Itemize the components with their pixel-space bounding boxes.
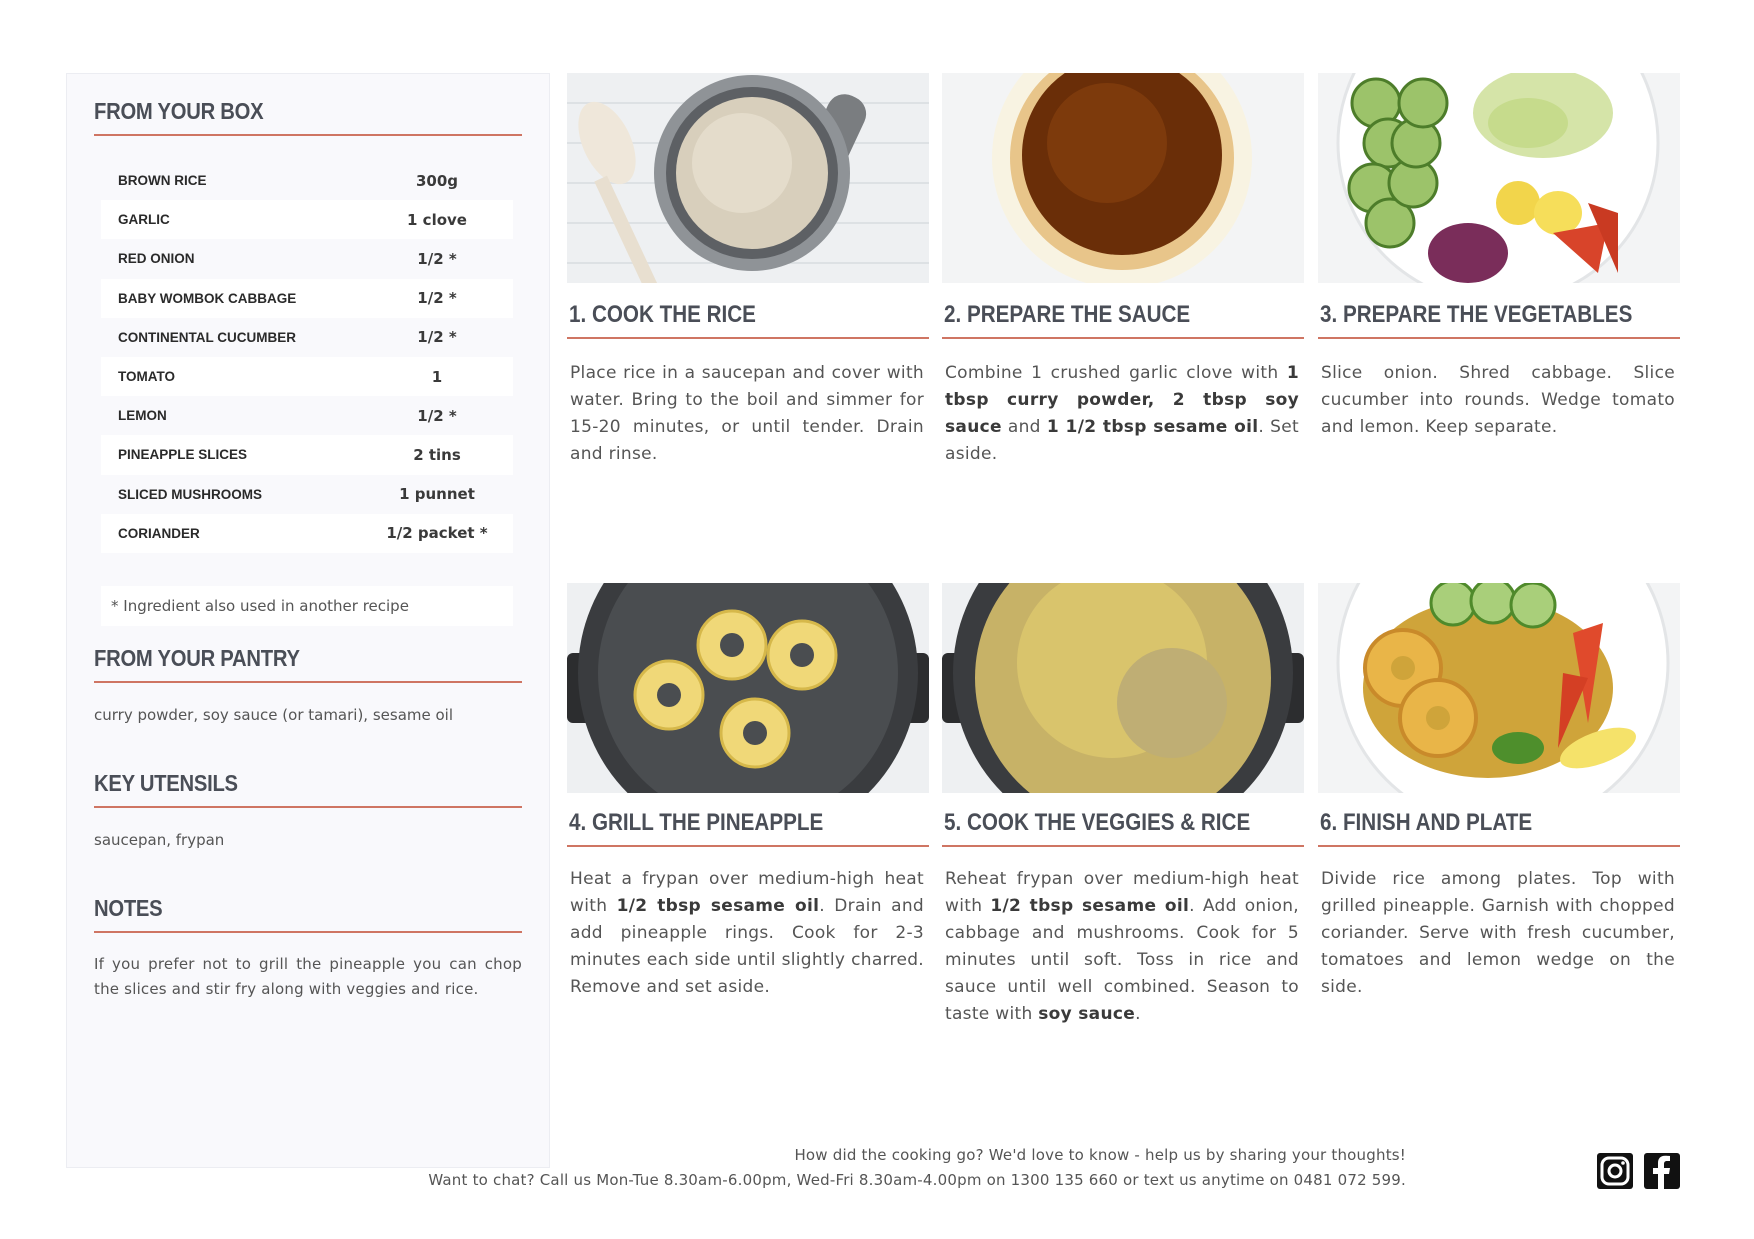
ingredient-quantity: 1/2 * — [417, 249, 457, 268]
instruction-text: and — [1001, 417, 1047, 437]
feedback-text: How did the cooking go? We'd love to know - help us by sharing your thoughts! — [794, 1146, 1406, 1164]
contact-text: Want to chat? Call us Mon-Tue 8.30am-6.00pm, Wed-Fri 8.30am-4.00pm on 1300 135 660 or text us anytime on 0481 072 599. — [428, 1171, 1406, 1189]
step-instructions — [1321, 360, 1675, 441]
ingredient-row — [101, 279, 513, 318]
ingredient-quantity: 2 tins — [413, 445, 461, 464]
ingredient-quantity: 1/2 * — [417, 328, 457, 347]
ingredient-row — [101, 357, 513, 396]
heading-rule — [94, 134, 522, 136]
step-title-rule — [1318, 337, 1680, 339]
ingredients-sidebar — [66, 73, 550, 1168]
vegetable-plate-photo — [1318, 73, 1680, 283]
veggie-rice-in-frypan-photo — [942, 583, 1304, 793]
from-your-box-heading: FROM YOUR BOX — [94, 98, 264, 124]
ingredient-name: PINEAPPLE SLICES — [118, 447, 248, 463]
rice-in-saucepan-photo — [567, 73, 929, 283]
ingredient-quantity: 1 — [431, 367, 443, 386]
pantry-text: curry powder, soy sauce (or tamari), sesame oil — [94, 706, 454, 724]
step-title-rule — [1318, 845, 1680, 847]
ingredient-name: GARLIC — [118, 212, 170, 228]
bold-ingredient-text: 1 tbsp curry powder, 2 tbsp soy sauce — [945, 363, 1299, 437]
instruction-text: Heat a frypan over medium-high heat with — [570, 869, 924, 916]
ingredients-table — [101, 161, 513, 553]
ingredient-name: CONTINENTAL CUCUMBER — [118, 329, 296, 345]
step-instructions — [570, 866, 924, 1001]
ingredient-quantity: 1 punnet — [399, 485, 475, 504]
ingredient-quantity: 1/2 packet * — [386, 524, 488, 543]
ingredient-row — [101, 435, 513, 474]
instruction-text: Divide rice among plates. Top with grilled pineapple. Garnish with chopped coriander. Serve with fresh cucumber, tomatoes and lemon wedge on the side. — [1321, 869, 1675, 997]
pineapple-in-frypan-photo — [567, 583, 929, 793]
ingredient-name: BABY WOMBOK CABBAGE — [118, 290, 297, 306]
ingredient-row — [101, 514, 513, 553]
step-instructions — [1321, 866, 1675, 1001]
footer — [428, 1143, 1406, 1193]
footnote: * Ingredient also used in another recipe — [101, 586, 513, 626]
key-utensils-heading: KEY UTENSILS — [94, 770, 238, 796]
bold-ingredient-text: 1 1/2 tbsp sesame oil — [1046, 417, 1259, 437]
step-title: 3. PREPARE THE VEGETABLES — [1320, 301, 1633, 328]
instruction-text: . Set aside. — [945, 417, 1299, 464]
sauce-bowl-photo — [942, 73, 1304, 283]
instruction-text: Place rice in a saucepan and cover with water. Bring to the boil and simmer for 15-20 minutes, or until tender. Drain and rinse. — [570, 363, 924, 464]
step-instructions — [570, 360, 924, 468]
ingredient-name: TOMATO — [118, 369, 175, 385]
ingredient-row — [101, 396, 513, 435]
bold-ingredient-text: 1/2 tbsp sesame oil — [616, 896, 820, 916]
ingredient-quantity: 1/2 * — [417, 406, 457, 425]
bold-ingredient-text: soy sauce — [1038, 1004, 1136, 1024]
ingredient-row — [101, 318, 513, 357]
step-title-rule — [942, 845, 1304, 847]
step-title: 6. FINISH AND PLATE — [1320, 809, 1533, 836]
instruction-text: . Add onion, cabbage and mushrooms. Cook for 5 minutes until soft. Toss in rice and sauce until well combined. Season to taste with — [945, 896, 1299, 1024]
ingredient-row — [101, 161, 513, 200]
step-title-rule — [942, 337, 1304, 339]
heading-rule — [94, 806, 522, 808]
instruction-text: Slice onion. Shred cabbage. Slice cucumber into rounds. Wedge tomato and lemon. Keep separate. — [1321, 363, 1675, 437]
facebook-icon[interactable] — [1643, 1152, 1681, 1190]
heading-rule — [94, 931, 522, 933]
instruction-text: . — [1135, 1004, 1141, 1024]
ingredient-name: LEMON — [118, 408, 167, 424]
ingredient-name: BROWN RICE — [118, 173, 207, 189]
utensils-text: saucepan, frypan — [94, 831, 225, 849]
step-title: 2. PREPARE THE SAUCE — [944, 301, 1191, 328]
step-instructions — [945, 360, 1299, 468]
step-title-rule — [567, 337, 929, 339]
instruction-text: Combine 1 crushed garlic clove with — [945, 363, 1287, 383]
notes-heading: NOTES — [94, 895, 163, 921]
ingredient-quantity: 1 clove — [407, 210, 467, 229]
ingredient-name: RED ONION — [118, 251, 195, 267]
ingredient-row — [101, 475, 513, 514]
instruction-text: . Drain and add pineapple rings. Cook for 2-3 minutes each side until slightly charred. Remove and set aside. — [570, 896, 924, 997]
step-title: 1. COOK THE RICE — [569, 301, 756, 328]
ingredient-row — [101, 239, 513, 278]
ingredient-quantity: 300g — [415, 171, 459, 190]
ingredient-name: SLICED MUSHROOMS — [118, 486, 263, 502]
instagram-icon[interactable] — [1596, 1152, 1634, 1190]
notes-text: If you prefer not to grill the pineapple you can chop the slices and stir fry along with veggies and rice. — [94, 955, 522, 998]
instruction-text: Reheat frypan over medium-high heat with — [945, 869, 1299, 916]
step-title: 5. COOK THE VEGGIES & RICE — [944, 809, 1251, 836]
ingredient-quantity: 1/2 * — [417, 289, 457, 308]
ingredient-row — [101, 200, 513, 239]
step-instructions — [945, 866, 1299, 1028]
ingredient-name: CORIANDER — [118, 525, 200, 541]
bold-ingredient-text: 1/2 tbsp sesame oil — [990, 896, 1190, 916]
plated-dish-photo — [1318, 583, 1680, 793]
heading-rule — [94, 681, 522, 683]
step-title-rule — [567, 845, 929, 847]
from-your-pantry-heading: FROM YOUR PANTRY — [94, 645, 300, 671]
step-title: 4. GRILL THE PINEAPPLE — [569, 809, 824, 836]
